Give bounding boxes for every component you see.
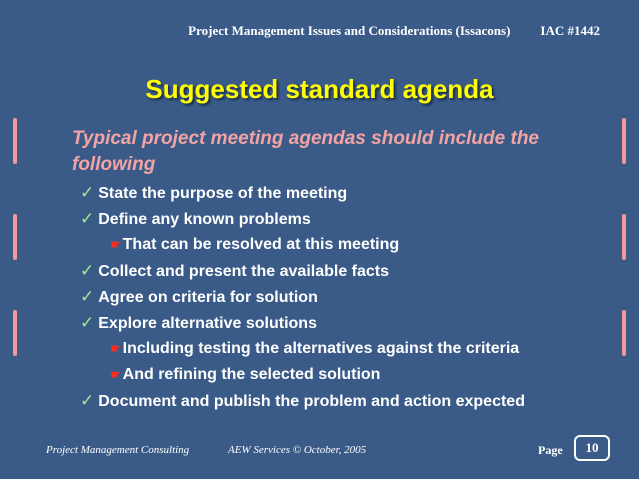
checkmark-icon: ✓: [80, 261, 95, 280]
checkmark-icon: ✓: [80, 183, 95, 202]
left-accent-bar-middle: [13, 214, 17, 260]
agenda-subitem: [110, 339, 519, 359]
right-accent-bar-top: [622, 118, 626, 164]
checkmark-icon: ✓: [80, 209, 95, 228]
course-title: Project Management Issues and Considerations (Issacons): [188, 23, 511, 38]
agenda-item-text: Document and publish the problem and action expected: [98, 393, 525, 410]
right-accent-bar-bottom: [622, 310, 626, 356]
header: [0, 23, 600, 39]
agenda-item-text: State the purpose of the meeting: [98, 185, 348, 202]
agenda-subitem-text: Including testing the alternatives against the criteria: [122, 340, 520, 357]
agenda-item: [80, 261, 389, 282]
agenda-item: [80, 209, 311, 230]
left-accent-bar-top: [13, 118, 17, 164]
page-label: Page: [538, 443, 563, 457]
footer-copyright: AEW Services © October, 2005: [228, 444, 367, 456]
pointing-hand-icon: ☛: [110, 237, 122, 252]
agenda-item: [80, 391, 525, 412]
agenda-subitem: [110, 365, 380, 385]
footer-company: Project Management Consulting: [46, 444, 190, 456]
checkmark-icon: ✓: [80, 287, 95, 306]
left-accent-bar-bottom: [13, 310, 17, 356]
agenda-item-text: Agree on criteria for solution: [98, 289, 318, 306]
checkmark-icon: ✓: [80, 391, 95, 410]
right-accent-bar-middle: [622, 214, 626, 260]
agenda-subitem-text: And refining the selected solution: [122, 366, 381, 383]
agenda-item: [80, 183, 347, 204]
slide-title: Suggested standard agenda: [145, 74, 494, 104]
pointing-hand-icon: ☛: [110, 367, 122, 382]
page-number: 10: [574, 435, 610, 461]
agenda-item-text: Collect and present the available facts: [98, 263, 390, 280]
course-code: IAC #1442: [540, 23, 600, 38]
agenda-subitem-text: That can be resolved at this meeting: [122, 236, 400, 253]
agenda-subitem: [110, 235, 399, 255]
pointing-hand-icon: ☛: [110, 341, 122, 356]
agenda-item: [80, 287, 318, 308]
agenda-item-text: Define any known problems: [98, 211, 311, 228]
intro-text: Typical project meeting agendas should include the following: [72, 128, 539, 175]
agenda-item-text: Explore alternative solutions: [98, 315, 317, 332]
checkmark-icon: ✓: [80, 313, 95, 332]
agenda-item: [80, 313, 317, 334]
